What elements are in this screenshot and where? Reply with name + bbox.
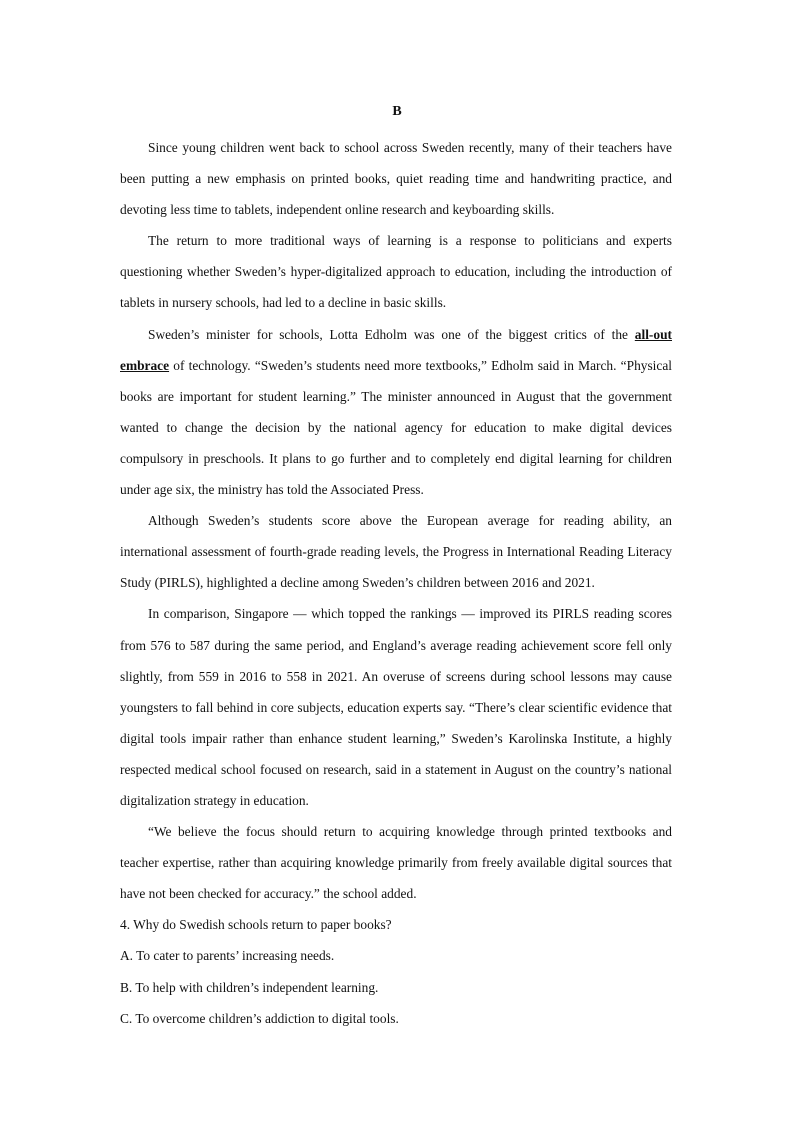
paragraph-5: In comparison, Singapore — which topped the rankings — improved its PIRLS reading scores from 576 to 587 during the same period, and England’s average reading achievement score fell only slightly, from 559 in 2016 to 558 in 2021. An overuse of screens during school lessons may cause youngsters to fall behind in core subjects, education experts say. “There’s clear scientific evidence that digital tools impair rather than enhance student learning,” Sweden’s Karolinska Institute, a highly respected medical school focused on research, said in a statement in August on the country’s national digitalization strategy in education. bbox=[120, 606, 672, 808]
paragraph-3-before: Sweden’s minister for schools, Lotta Edholm was one of the biggest critics of the bbox=[148, 326, 635, 342]
question-stem: 4. Why do Swedish schools return to paper books? bbox=[120, 917, 392, 933]
passage-body bbox=[120, 132, 672, 1034]
paragraph-4: Although Sweden’s students score above the European average for reading ability, an international assessment of fourth-grade reading levels, the Progress in International Reading Literacy Study (PIRLS), highlighted a decline among Sweden’s children between 2016 and 2021. bbox=[120, 513, 672, 591]
option-a: A. To cater to parents’ increasing needs. bbox=[120, 948, 335, 964]
section-label: B bbox=[392, 104, 402, 119]
paragraph-6: “We believe the focus should return to acquiring knowledge through printed textbooks and teacher expertise, rather than acquiring knowledge primarily from freely available digital sources that have not been checked for accuracy.” the school added. bbox=[120, 824, 672, 902]
paragraph-2: The return to more traditional ways of learning is a response to politicians and experts questioning whether Sweden’s hyper-digitalized approach to education, including the introduction of tablets in nursery schools, had led to a decline in basic skills. bbox=[120, 233, 672, 311]
highlighted-phrase: all-out embrace bbox=[120, 326, 672, 373]
option-b: B. To help with children’s independent learning. bbox=[120, 979, 379, 995]
paragraph-3 bbox=[120, 319, 672, 506]
paragraph-3-after: of technology. “Sweden’s students need more textbooks,” Edholm said in March. “Physical books are important for student learning.” The minister announced in August that the government wanted to change the decision by the national agency for education to make digital devices compulsory in preschools. It plans to go further and to completely end digital learning for children under age six, the ministry has told the Associated Press. bbox=[120, 357, 672, 498]
paragraph-1: Since young children went back to school across Sweden recently, many of their teachers have been putting a new emphasis on printed books, quiet reading time and handwriting practice, and devoting less time to tablets, independent online research and keyboarding skills. bbox=[120, 140, 672, 218]
option-c: C. To overcome children’s addiction to digital tools. bbox=[120, 1010, 399, 1026]
